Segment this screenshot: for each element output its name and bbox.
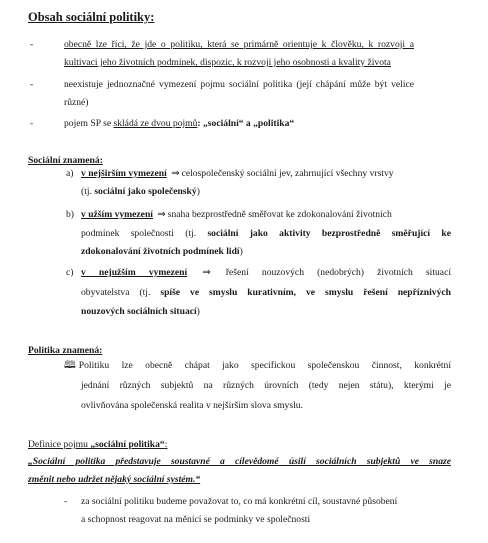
item-c-text3-suffix: ) — [196, 306, 200, 317]
item-a-text2-suffix: ) — [196, 186, 200, 197]
page-title: Obsah sociální politiky: — [28, 10, 155, 24]
item-a-text2-bold: sociální jako společenský — [94, 186, 197, 197]
politics-line-3: ovlivňována společenská realita v nejširším slova smyslu. — [81, 400, 303, 411]
bullet-3-prefix: pojem SP se — [64, 118, 114, 129]
item-b-line-1 — [81, 209, 392, 221]
bullet-3-bold: : „sociální“ a „politika“ — [197, 118, 295, 129]
bullet-3-line — [64, 118, 294, 130]
item-b-text3-suffix: ) — [239, 246, 243, 257]
item-c-text: řešení nouzových (nedobrých) životních situací — [225, 267, 451, 278]
item-c-line-2 — [81, 287, 451, 299]
book-icon: 🕮 — [64, 360, 76, 371]
bullet-2-line-2: různé) — [64, 97, 89, 108]
arrow-icon: ⇒ — [202, 267, 211, 278]
definition-bullet-line-1: za sociální politiku budeme považovat to, co má konkrétní cíl, soustavné působení — [81, 496, 398, 507]
politics-line-1 — [64, 360, 451, 372]
item-b-line-3 — [81, 246, 243, 258]
social-heading: Sociální znamená: — [28, 155, 103, 166]
item-c-term: v nejužším vymezení — [81, 267, 188, 278]
definition-quote-line-1: „Sociální politika představuje soustavné a cílevědomé úsilí sociálních subjektů ve snaze — [28, 456, 451, 467]
bullet-dash: - — [30, 39, 34, 50]
bullet-1-line-2: kultivaci jeho životních podmínek, dispozic, k rozvoji jeho osobnosti a kvality života — [64, 57, 391, 68]
item-a-line-1 — [81, 168, 394, 180]
item-a-term: v nejširším vymezení — [81, 168, 167, 179]
definition-heading — [28, 439, 167, 451]
arrow-icon: ⇒ — [171, 168, 180, 179]
item-b-text2-bold: sociální jako aktivity bezprostředně směřující ke — [207, 228, 451, 239]
item-c-text2-prefix: obyvatelstva (tj. — [81, 287, 161, 298]
item-a-text2-prefix: (tj. — [81, 186, 95, 197]
bullet-3-underlined: skládá ze dvou pojmů — [113, 118, 198, 129]
bullet-1-line-1: obecně lze říci, že jde o politiku, která se primárně orientuje k člověku, k rozvoji a — [64, 39, 414, 50]
item-a-text: celospolečenský sociální jev, zahrnující všechny vrstvy — [181, 168, 394, 179]
item-b-text: snaha bezprostředně směřovat ke zdokonalování životních — [167, 209, 392, 220]
item-c-marker: c) — [66, 267, 74, 278]
item-c-text3-bold: nouzových sociálních situací — [81, 306, 197, 317]
definition-heading-bold: „sociální politika“ — [90, 439, 165, 450]
definition-bullet-line-2: a schopnost reagovat na měnící se podmínky ve společnosti — [81, 514, 311, 525]
bullet-dash: - — [30, 118, 34, 129]
item-a-marker: a) — [66, 168, 74, 179]
politics-heading: Politika znamená: — [28, 345, 103, 356]
bullet-2-line-1: neexistuje jednoznačné vymezení pojmu sociální politika (její chápání může být velice — [64, 79, 414, 90]
item-c-line-1 — [81, 267, 451, 279]
item-c-text2-bold: spíše ve smyslu kurativním, ve smyslu řešení nepříznivých — [160, 287, 451, 298]
item-b-line-2 — [81, 228, 451, 240]
definition-heading-prefix: Definice pojmu — [28, 439, 91, 450]
bullet-dash: - — [64, 496, 68, 507]
arrow-icon: ⇒ — [157, 209, 166, 220]
politics-line-2: jednání různých subjektů na různých úrovních (tedy nejen státu), kterými je — [81, 380, 451, 391]
item-b-text2-prefix: podmínek společnosti (tj. — [81, 228, 208, 239]
politics-text-1: Politiku lze obecně chápat jako specifickou společenskou činnost, konkrétní — [78, 360, 451, 371]
item-b-marker: b) — [66, 209, 74, 220]
bullet-dash: - — [30, 79, 34, 90]
item-a-line-2 — [81, 186, 200, 198]
item-b-term: v užším vymezení — [81, 209, 153, 220]
definition-quote-line-2: změnit nebo udržet nějaký sociální systém.“ — [28, 474, 201, 485]
item-c-line-3 — [81, 306, 200, 318]
definition-heading-suffix: : — [164, 439, 168, 450]
item-b-text3-bold: zdokonalování životních podmínek lidí — [81, 246, 240, 257]
